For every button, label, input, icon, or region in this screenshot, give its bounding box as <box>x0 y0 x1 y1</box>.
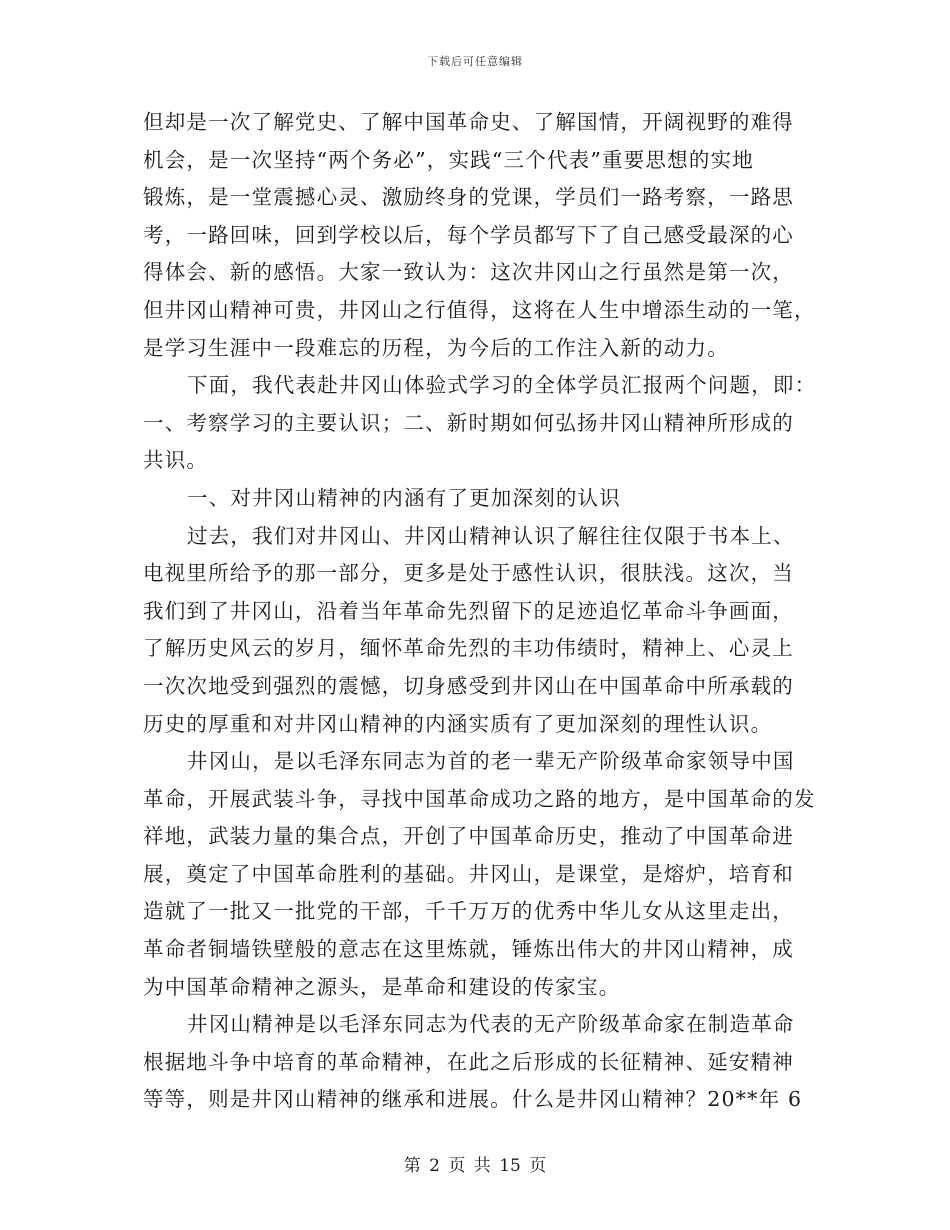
paragraph-line: 但井冈山精神可贵，井冈山之行值得，这将在人生中增添生动的一笔， <box>143 297 816 322</box>
paragraph-line: 过去，我们对井冈山、井冈山精神认识了解往往仅限于书本上、 <box>187 523 795 548</box>
paragraph-line: 电视里所给予的那一部分，更多是处于感性认识，很肤浅。这次，当 <box>143 561 794 586</box>
page-header: 下载后可任意编辑 <box>427 55 523 68</box>
paragraph-line: 革命者铜墙铁壁般的意志在这里炼就，锤炼出伟大的井冈山精神，成 <box>143 937 794 962</box>
paragraph-line: 井冈山精神是以毛泽东同志为代表的无产阶级革命家在制造革命 <box>187 1012 795 1037</box>
paragraph-line: 我们到了井冈山，沿着当年革命先烈留下的足迹追忆革命斗争画面， <box>143 598 794 623</box>
paragraph-line: 是学习生涯中一段难忘的历程，为今后的工作注入新的动力。 <box>143 335 729 360</box>
paragraph-line: 为中国革命精神之源头，是革命和建设的传家宝。 <box>143 974 621 999</box>
paragraph-line: 锻炼，是一堂震撼心灵、激励终身的党课，学员们一路考察，一路思 <box>143 185 794 210</box>
paragraph-line: 得体会、新的感悟。大家一致认为：这次井冈山之行虽然是第一次， <box>143 260 794 285</box>
paragraph-line: 根据地斗争中培育的革命精神，在此之后形成的长征精神、延安精神 <box>143 1049 794 1074</box>
paragraph-line: 造就了一批又一批党的干部，千千万万的优秀中华儿女从这里走出， <box>143 899 794 924</box>
paragraph-line: 等等，则是井冈山精神的继承和进展。什么是井冈山精神？20**年 6 <box>143 1087 803 1112</box>
paragraph-line: 井冈山，是以毛泽东同志为首的老一辈无产阶级革命家领导中国 <box>187 749 795 774</box>
paragraph-line: 一、考察学习的主要认识；二、新时期如何弘扬井冈山精神所形成的 <box>143 410 794 435</box>
paragraph-line: 展，奠定了中国革命胜利的基础。井冈山，是课堂，是熔炉，培育和 <box>143 861 794 886</box>
paragraph-line: 但却是一次了解党史、了解中国革命史、了解国情，开阔视野的难得 <box>143 110 794 134</box>
page-number-footer: 第 2 页 共 15 页 <box>403 1156 547 1176</box>
paragraph-line: 考，一路回味，回到学校以后，每个学员都写下了自己感受最深的心 <box>143 222 794 247</box>
document-body <box>143 104 817 1119</box>
paragraph-line: 革命，开展武装斗争，寻找中国革命成功之路的地方，是中国革命的发 <box>143 786 816 811</box>
paragraph-line: 了解历史风云的岁月，缅怀革命先烈的丰功伟绩时，精神上、心灵上 <box>143 636 794 661</box>
paragraph-line: 共识。 <box>143 448 209 473</box>
paragraph-line: 一次次地受到强烈的震憾，切身感受到井冈山在中国革命中所承载的 <box>143 673 794 698</box>
paragraph-line: 历史的厚重和对井冈山精神的内涵实质有了更加深刻的理性认识。 <box>143 711 773 736</box>
paragraph-line: 祥地，武装力量的集合点，开创了中国革命历史，推动了中国革命进 <box>143 824 794 849</box>
section-heading: 一、对井冈山精神的内涵有了更加深刻的认识 <box>187 485 621 510</box>
paragraph-line: 下面，我代表赴井冈山体验式学习的全体学员汇报两个问题，即： <box>187 373 817 398</box>
paragraph-line: 机会，是一次坚持“两个务必”，实践“三个代表”重要思想的实地 <box>143 147 754 172</box>
